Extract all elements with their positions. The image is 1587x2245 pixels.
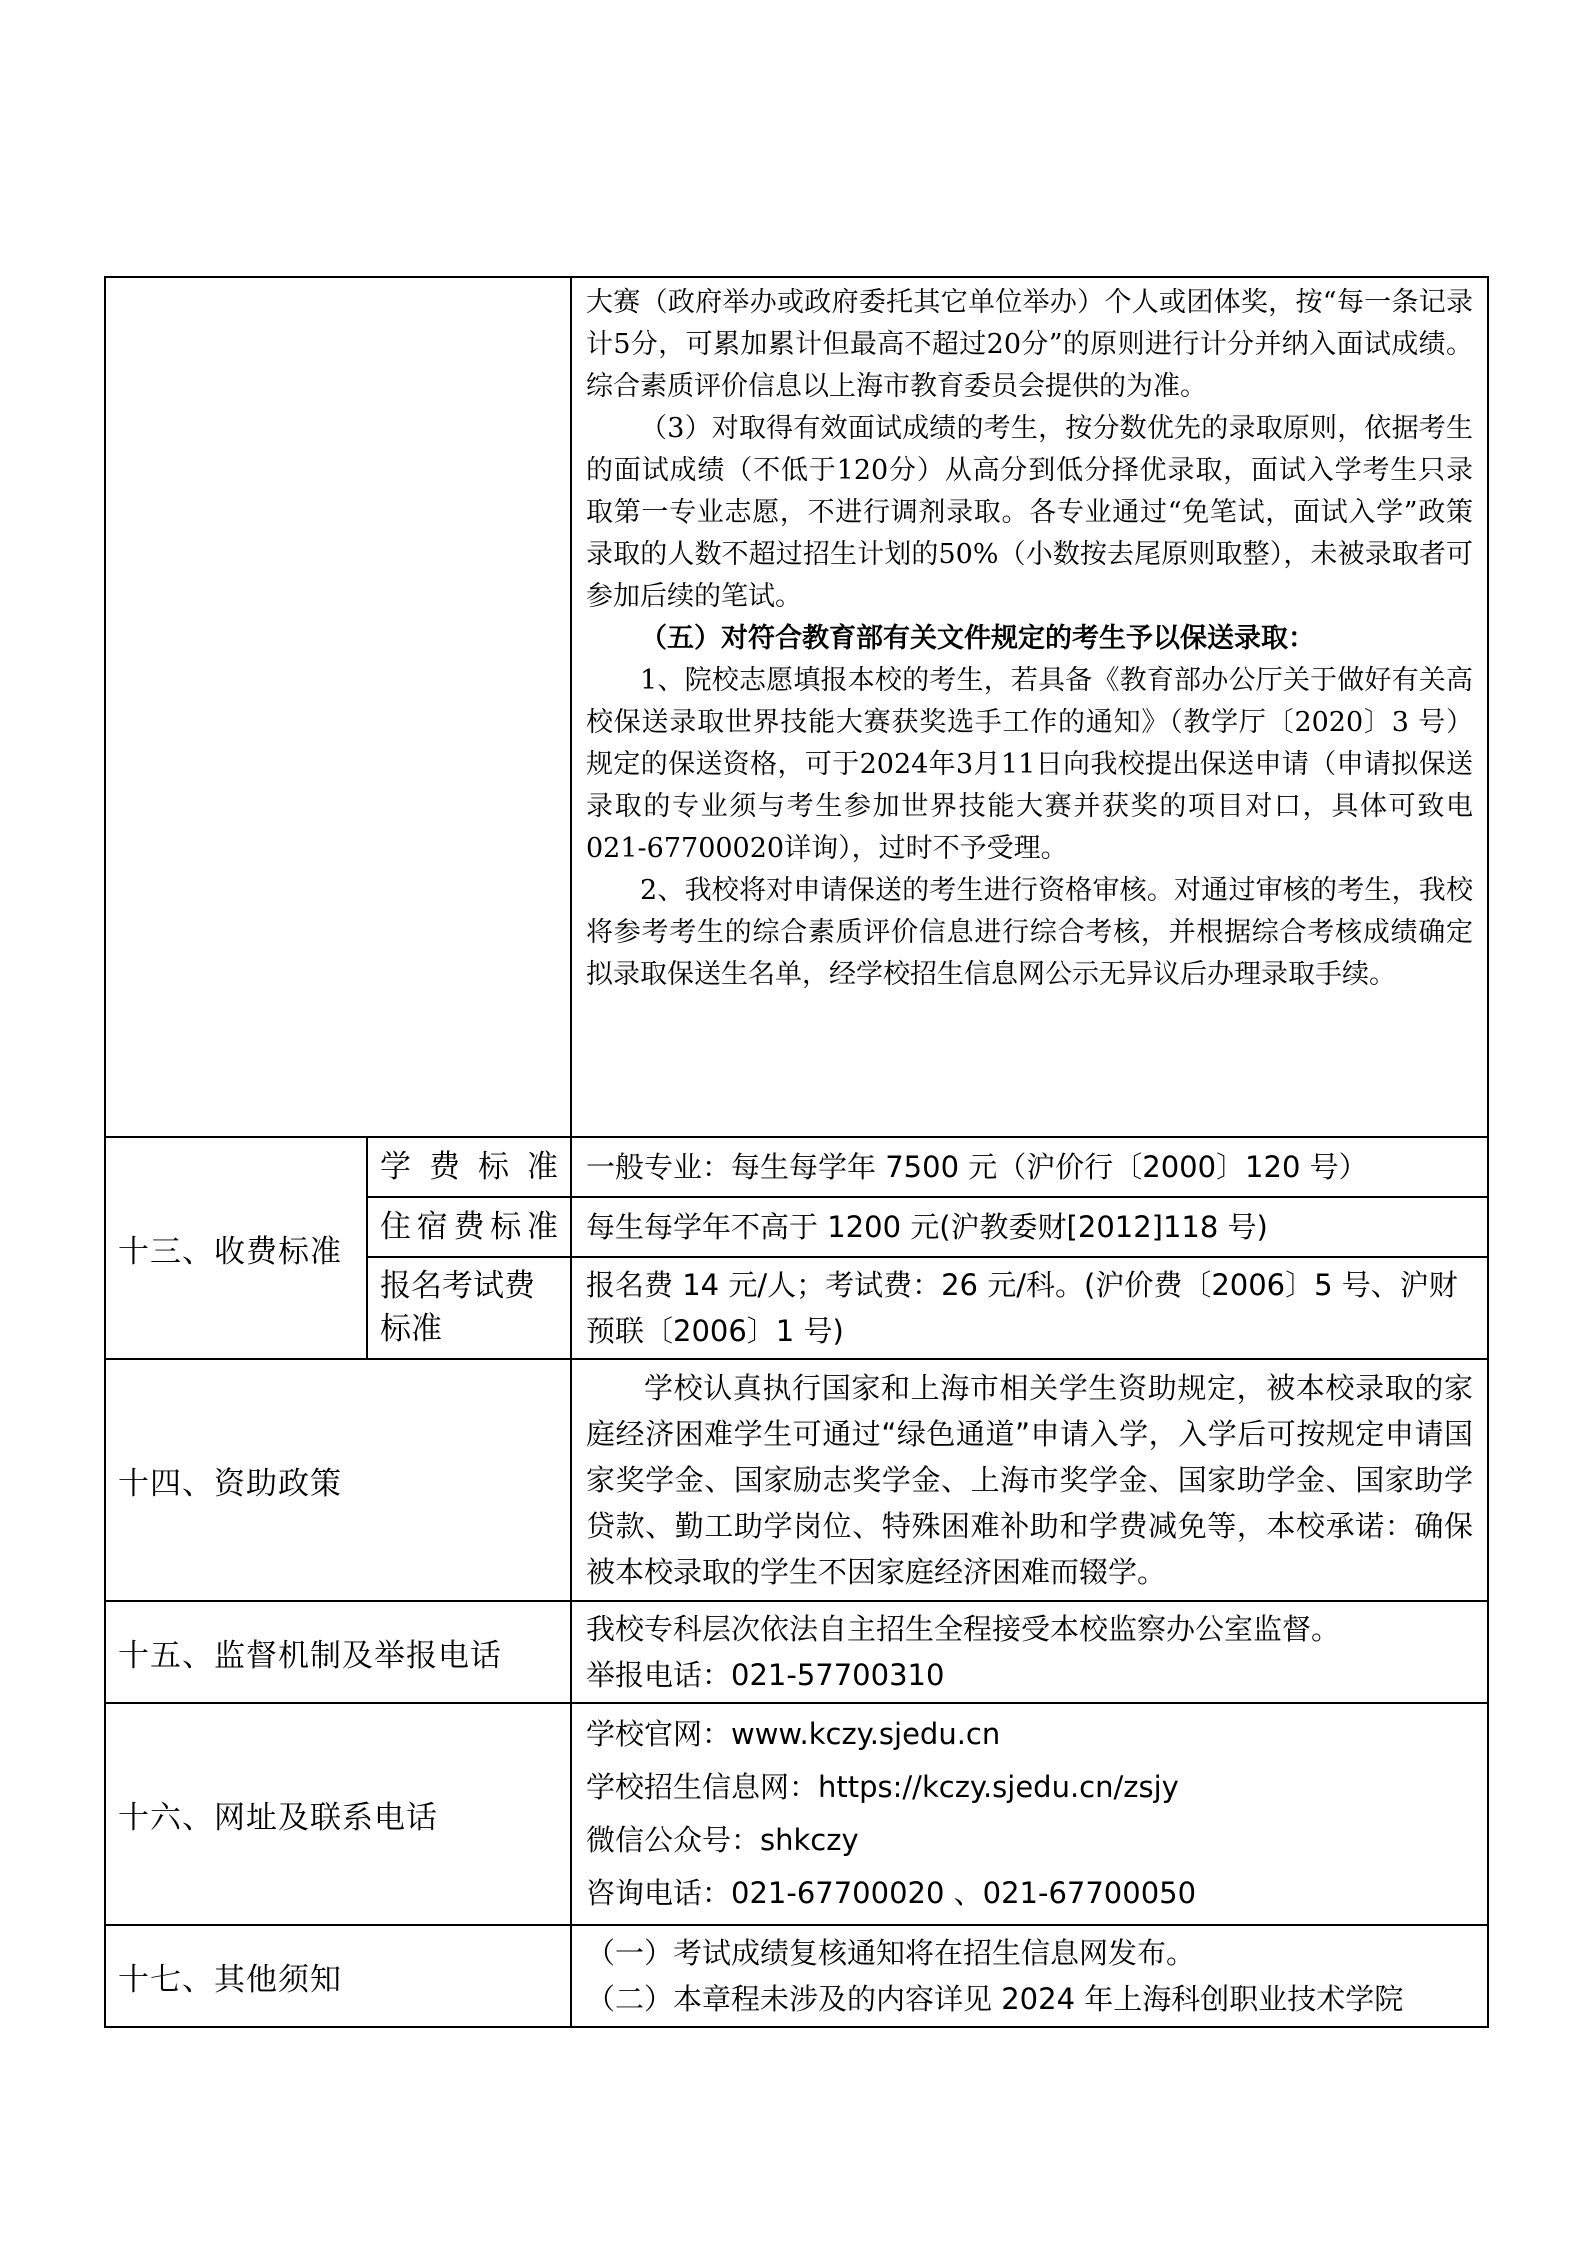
continuation-paragraph: 1、院校志愿填报本校的考生，若具备《教育部办公厅关于做好有关高校保送录取世界技能大赛获奖选手工作的通知》（教学厅〔2020〕3 号）规定的保送资格，可于2024年3月11日向我校提出保送申请（申请拟保送录取的专业须与考生参加世界技能大赛并获奖的项目对口，具体可致电021-67700020详询），过时不予受理。	[586, 665, 1473, 864]
admission-website: 学校招生信息网：https://kczy.sjedu.cn/zsjy	[586, 1770, 1179, 1804]
fee-value-cell	[571, 1197, 1488, 1257]
consult-phone: 咨询电话：021-67700020 、021-67700050	[586, 1876, 1197, 1910]
contact-label: 十六、网址及联系电话	[105, 1703, 571, 1925]
aid-text: 学校认真执行国家和上海市相关学生资助规定，被本校录取的家庭经济困难学生可通过“绿色通道”申请入学，入学后可按规定申请国家奖学金、国家励志奖学金、上海市奖学金、国家助学金、国家助学贷款、勤工助学岗位、特殊困难补助和学费减免等，本校承诺：确保被本校录取的学生不因家庭经济困难而辍学。	[586, 1371, 1473, 1589]
fee-name: 报名考试费标准	[367, 1257, 571, 1359]
section-heading: （五）对符合教育部有关文件规定的考生予以保送录取：	[640, 623, 1315, 654]
official-website: 学校官网：www.kczy.sjedu.cn	[586, 1717, 1001, 1751]
continuation-row	[105, 277, 1488, 1137]
aid-content-cell	[571, 1359, 1488, 1601]
other-label: 十七、其他须知	[105, 1925, 571, 2027]
continuation-content-cell	[571, 277, 1488, 1137]
admission-table	[104, 276, 1489, 2028]
supervision-content-cell	[571, 1601, 1488, 1703]
contact-content-cell	[571, 1703, 1488, 1925]
supervision-line: 我校专科层次依法自主招生全程接受本校监察办公室监督。	[586, 1612, 1341, 1646]
fee-name: 住宿费标准	[367, 1197, 571, 1257]
other-content-cell	[571, 1925, 1488, 2027]
continuation-paragraph: 大赛（政府举办或政府委托其它单位举办）个人或团体奖，按“每一条记录计5分，可累加累计但最高不超过20分”的原则进行计分并纳入面试成绩。综合素质评价信息以上海市教育委员会提供的为准。	[586, 287, 1473, 402]
continuation-label-cell	[105, 277, 571, 1137]
fee-name: 学费标准	[367, 1137, 571, 1197]
fee-value: 一般专业：每生每学年 7500 元（沪价行〔2000〕120 号）	[586, 1150, 1368, 1184]
other-line: （二）本章程未涉及的内容详见 2024 年上海科创职业技术学院	[586, 1982, 1404, 2016]
fee-row-tuition	[105, 1137, 1488, 1197]
other-row	[105, 1925, 1488, 2027]
fee-value-cell	[571, 1137, 1488, 1197]
fees-label: 十三、收费标准	[105, 1137, 367, 1359]
fee-value: 每生每学年不高于 1200 元(沪教委财[2012]118 号)	[586, 1210, 1268, 1244]
contact-row	[105, 1703, 1488, 1925]
other-line: （一）考试成绩复核通知将在招生信息网发布。	[586, 1936, 1196, 1970]
aid-label: 十四、资助政策	[105, 1359, 571, 1601]
aid-row	[105, 1359, 1488, 1601]
supervision-row	[105, 1601, 1488, 1703]
continuation-paragraph: （3）对取得有效面试成绩的考生，按分数优先的录取原则，依据考生的面试成绩（不低于120分）从高分到低分择优录取，面试入学考生只录取第一专业志愿，不进行调剂录取。各专业通过“免笔试，面试入学”政策录取的人数不超过招生计划的50%（小数按去尾原则取整），未被录取者可参加后续的笔试。	[586, 413, 1473, 612]
fee-value: 报名费 14 元/人；考试费：26 元/科。(沪价费〔2006〕5 号、沪财预联〔2006〕1 号)	[586, 1268, 1458, 1348]
fee-value-cell	[571, 1257, 1488, 1359]
supervision-label: 十五、监督机制及举报电话	[105, 1601, 571, 1703]
wechat-account: 微信公众号：shkczy	[586, 1823, 859, 1857]
report-phone: 举报电话：021-57700310	[586, 1658, 945, 1692]
continuation-paragraph: 2、我校将对申请保送的考生进行资格审核。对通过审核的考生，我校将参考考生的综合素质评价信息进行综合考核，并根据综合考核成绩确定拟录取保送生名单，经学校招生信息网公示无异议后办理录取手续。	[586, 875, 1473, 990]
